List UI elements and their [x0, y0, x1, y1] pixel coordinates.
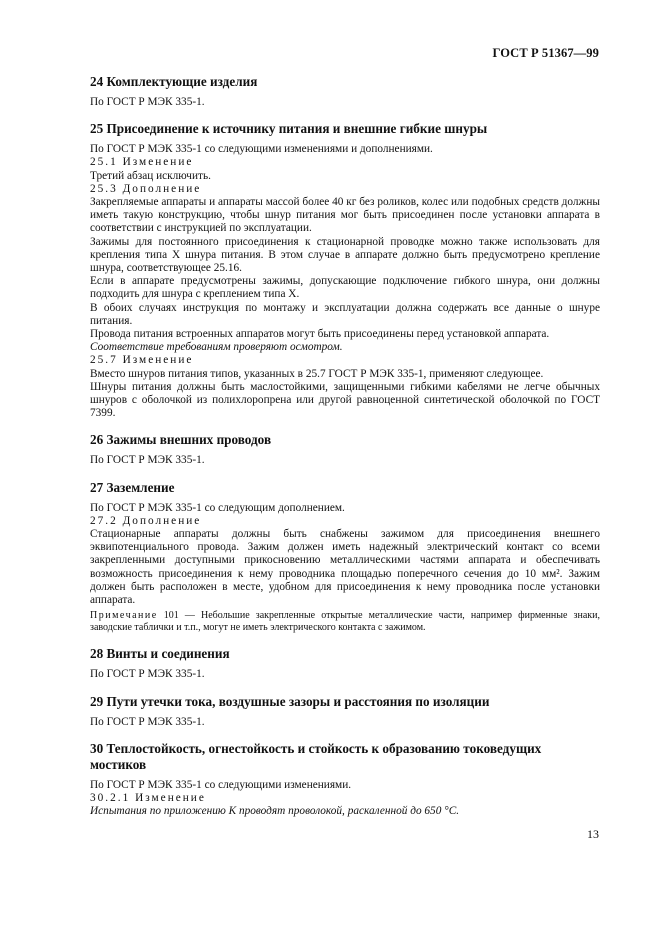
clause-25-7-heading: 25.7 Изменение [90, 354, 194, 367]
page-content [90, 74, 600, 818]
section-28-title: 28 Винты и соединения [90, 646, 230, 662]
clause-25-3-para-2: Зажимы для постоянного присоединения к стационарной проводке можно также использовать для крепления типа X шнура питания. В этом случае в аппарате должно быть предусмотрено крепление шнура, соответствующее 25.16. [90, 235, 600, 275]
clause-25-3-para-1: Закрепляемые аппараты и аппараты массой более 40 кг без роликов, колес или подобных средств должны иметь такую конструкцию, чтобы шнур питания мог быть присоединен после установки аппарата в соответствии с инструкцией по эксплуатации. [90, 196, 600, 235]
section-26-title: 26 Зажимы внешних проводов [90, 432, 272, 448]
clause-25-1-heading: 25.1 Изменение [90, 156, 194, 169]
section-30-intro: По ГОСТ Р МЭК 335-1 со следующими изменениями. [90, 778, 352, 791]
page-number: 13 [587, 827, 599, 841]
section-29-text: По ГОСТ Р МЭК 335-1. [90, 715, 205, 728]
clause-25-1-text: Третий абзац исключить. [90, 169, 211, 182]
clause-25-3-heading: 25.3 Дополнение [90, 182, 202, 195]
clause-25-7-para-1: Вместо шнуров питания типов, указанных в 25.7 ГОСТ Р МЭК 335-1, применяют следующее. [90, 367, 544, 380]
clause-25-3-para-3: Если в аппарате предусмотрены зажимы, допускающие подключение гибкого шнура, они должны подходить для шнура с креплением типа X. [90, 275, 600, 301]
note-label: Примечание [90, 610, 158, 622]
clause-30-2-1-text: Испытания по приложению К проводят проволокой, раскаленной до 650 °С. [90, 805, 460, 818]
section-25-intro: По ГОСТ Р МЭК 335-1 со следующими изменениями и дополнениями. [90, 143, 433, 156]
clause-25-3-compliance: Соответствие требованиям проверяют осмотром. [90, 341, 343, 354]
section-29-title: 29 Пути утечки тока, воздушные зазоры и расстояния по изоляции [90, 693, 490, 709]
section-24-title: 24 Комплектующие изделия [90, 74, 258, 89]
section-27-intro: По ГОСТ Р МЭК 335-1 со следующим дополнением. [90, 501, 345, 514]
section-28-text: По ГОСТ Р МЭК 335-1. [90, 668, 205, 681]
clause-27-2-heading: 27.2 Дополнение [90, 514, 202, 527]
clause-25-3-para-5: Провода питания встроенных аппаратов могут быть присоединены перед установкой аппарата. [90, 328, 550, 341]
section-30-title: 30 Теплостойкость, огнестойкость и стойкость к образованию токоведущих мостиков [90, 740, 542, 772]
section-24-text: По ГОСТ Р МЭК 335-1. [90, 96, 205, 108]
document-code: ГОСТ Р 51367—99 [492, 46, 599, 60]
clause-25-7-para-2: Шнуры питания должны быть маслостойкими, защищенными гибкими кабелями не легче обычных шнуров с оболочкой из полихлоропрена или другой равноценной синтетической оболочкой по ГОСТ 7399. [90, 380, 600, 420]
section-26-text: По ГОСТ Р МЭК 335-1. [90, 454, 205, 467]
note-text: 101 — Небольшие закрепленные открытые металлические части, например фирменные знаки, заводские таблички и т.п., могут не иметь электрического контакта с зажимом. [90, 610, 600, 634]
section-27-title: 27 Заземление [90, 479, 175, 495]
clause-25-3-para-4: В обоих случаях инструкция по монтажу и эксплуатации должна содержать все данные о шнуре питания. [90, 301, 600, 327]
clause-30-2-1-heading: 30.2.1 Изменение [90, 791, 206, 804]
clause-27-2-text: Стационарные аппараты должны быть снабжены зажимом для присоединения внешнего эквипотенциального провода. Зажим должен иметь надежный электрический контакт со всеми закрепленными доступными прикосновению металлическими частями аппарата и обеспечивать возможность присоединения к нему проводника площадью поперечного сечения до 10 мм². Зажим должен быть расположен в месте, удобном для присоединения к нему проводника после установки аппарата. [90, 528, 600, 607]
note-101 [90, 610, 600, 634]
section-25-title: 25 Присоединение к источнику питания и внешние гибкие шнуры [90, 121, 488, 137]
